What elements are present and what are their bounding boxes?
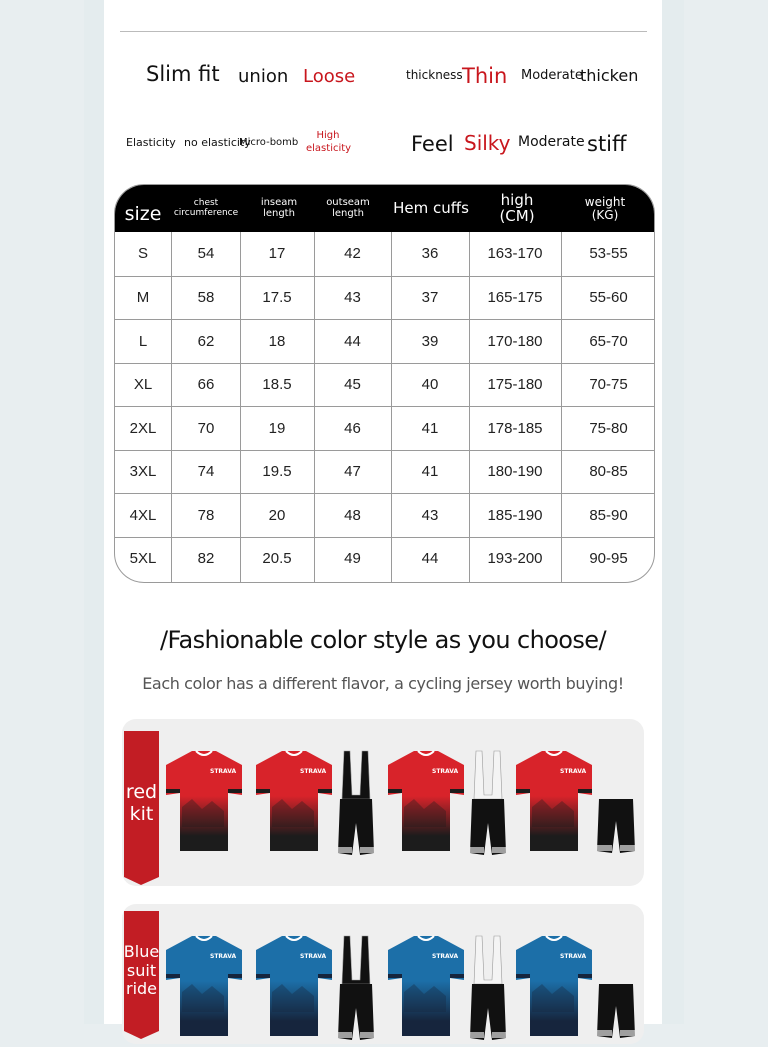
table-cell: 17 [268, 245, 286, 263]
brand-text: STRAVA [560, 953, 587, 960]
kit-tag-line: red [125, 781, 158, 804]
brand-text: STRAVA [210, 768, 237, 775]
header-weight: weight (KG) [584, 194, 626, 222]
table-cell: 58 [197, 289, 215, 307]
feel-option-silky-selected: Silky [464, 131, 511, 155]
table-cell: 75-80 [589, 419, 628, 437]
table-cell: 43 [421, 506, 439, 524]
table-cell: XL [133, 376, 153, 394]
header-hem: Hem cuffs [393, 198, 469, 217]
table-cell: S [137, 245, 148, 263]
thickness-option-moderate: Moderate [521, 68, 583, 83]
product-jersey-with-bib[interactable] [252, 747, 336, 860]
section-subtitle: Each color has a different flavor, a cycling jersey worth buying! [142, 674, 624, 693]
table-cell: 20 [268, 506, 286, 524]
product-jersey-front[interactable] [162, 932, 246, 1045]
table-cell: 170-180 [487, 332, 543, 350]
table-row [115, 537, 654, 581]
table-row [115, 363, 654, 407]
elasticity-option-none: no elasticity [184, 136, 251, 149]
table-row [115, 493, 654, 537]
product-jersey-front[interactable] [162, 747, 246, 860]
table-cell: 55-60 [589, 289, 628, 307]
table-cell: 2XL [129, 419, 157, 437]
brand-text: STRAVA [210, 953, 237, 960]
table-row [115, 406, 654, 450]
table-cell: 48 [344, 506, 361, 524]
kit-tag-line: suit [126, 960, 157, 980]
table-cell: 85-90 [589, 506, 628, 524]
fit-option-loose-selected: Loose [303, 66, 356, 87]
table-cell: 45 [344, 376, 361, 394]
table-row [115, 276, 654, 320]
header-size: size [124, 202, 162, 225]
product-jersey-with-shorts[interactable] [512, 932, 596, 1045]
feel-option-stiff: stiff [587, 132, 627, 156]
fit-option-slim: Slim fit [146, 62, 220, 86]
table-row [115, 319, 654, 363]
table-cell: 74 [197, 463, 215, 481]
table-row [115, 450, 654, 494]
feel-option-moderate: Moderate [518, 134, 585, 150]
table-cell: 49 [344, 550, 361, 568]
table-cell: 4XL [129, 506, 157, 524]
elasticity-label: Elasticity [126, 136, 176, 149]
table-cell: 20.5 [262, 550, 292, 568]
table-cell: 18.5 [262, 376, 292, 394]
table-cell: 3XL [129, 463, 157, 481]
table-cell: 185-190 [487, 506, 543, 524]
header-height: high (CM) [499, 190, 535, 225]
table-cell: 90-95 [589, 550, 628, 568]
brand-text: STRAVA [432, 768, 459, 775]
product-jersey-with-white-bib[interactable] [384, 932, 468, 1045]
table-cell: 37 [421, 289, 439, 307]
table-cell: 36 [421, 245, 439, 263]
product-jersey-with-white-bib[interactable] [384, 747, 468, 860]
table-cell: 163-170 [487, 245, 543, 263]
table-cell: 18 [268, 332, 286, 350]
thickness-option-thicken: thicken [580, 66, 639, 85]
table-cell: 180-190 [487, 463, 543, 481]
fit-option-union: union [238, 66, 289, 87]
elasticity-option-high-selected: High elasticity [306, 130, 352, 154]
table-cell: 5XL [129, 550, 157, 568]
table-cell: 19 [268, 419, 286, 437]
table-cell: 70 [197, 419, 215, 437]
table-cell: 78 [197, 506, 215, 524]
header-inseam: inseam length [260, 197, 298, 219]
table-cell: 82 [197, 550, 215, 568]
kit-tag-blue [124, 911, 159, 1031]
table-cell: M [136, 289, 150, 307]
divider [120, 31, 647, 32]
table-cell: 178-185 [487, 419, 543, 437]
kit-tag-line: Blue [123, 942, 160, 962]
table-row [115, 232, 654, 276]
section-title: /Fashionable color style as you choose/ [160, 626, 606, 654]
header-outseam: outseam length [326, 197, 370, 219]
table-cell: 39 [421, 332, 439, 350]
table-cell: 44 [421, 550, 439, 568]
table-cell: 193-200 [487, 550, 543, 568]
table-cell: 66 [197, 376, 215, 394]
product-shorts[interactable] [596, 982, 636, 1047]
table-cell: L [138, 332, 148, 350]
thickness-label: thickness [406, 68, 463, 82]
table-cell: 40 [421, 376, 439, 394]
brand-text: STRAVA [300, 953, 327, 960]
brand-text: STRAVA [560, 768, 587, 775]
product-bib-shorts-black[interactable] [336, 934, 376, 1047]
table-cell: 17.5 [262, 289, 292, 307]
elasticity-option-micro: Micro-bomb [239, 137, 299, 148]
table-cell: 42 [344, 245, 361, 263]
header-chest: chest circumference [173, 198, 239, 218]
table-cell: 53-55 [589, 245, 628, 263]
size-chart-table [114, 184, 655, 583]
table-cell: 65-70 [589, 332, 628, 350]
table-cell: 70-75 [589, 376, 628, 394]
product-bib-shorts-white[interactable] [468, 934, 508, 1047]
thickness-option-thin-selected: Thin [462, 64, 508, 88]
table-cell: 54 [197, 245, 215, 263]
table-header [115, 185, 654, 232]
product-bib-shorts-white[interactable] [468, 749, 508, 862]
table-cell: 47 [344, 463, 361, 481]
table-cell: 62 [197, 332, 215, 350]
kit-tag-line: ride [125, 979, 158, 999]
table-cell: 165-175 [487, 289, 543, 307]
kit-tag-red [124, 731, 159, 877]
table-cell: 41 [421, 463, 439, 481]
table-cell: 175-180 [487, 376, 543, 394]
product-bib-shorts-black[interactable] [336, 749, 376, 862]
table-cell: 43 [344, 289, 361, 307]
product-shorts[interactable] [596, 797, 636, 862]
brand-text: STRAVA [432, 953, 459, 960]
table-cell: 41 [421, 419, 439, 437]
table-cell: 80-85 [589, 463, 628, 481]
product-jersey-with-bib[interactable] [252, 932, 336, 1045]
table-cell: 19.5 [262, 463, 292, 481]
brand-text: STRAVA [300, 768, 327, 775]
table-cell: 46 [344, 419, 361, 437]
feel-label: Feel [411, 132, 454, 156]
table-cell: 44 [344, 332, 361, 350]
kit-tag-line: kit [129, 803, 154, 825]
product-jersey-with-shorts[interactable] [512, 747, 596, 860]
